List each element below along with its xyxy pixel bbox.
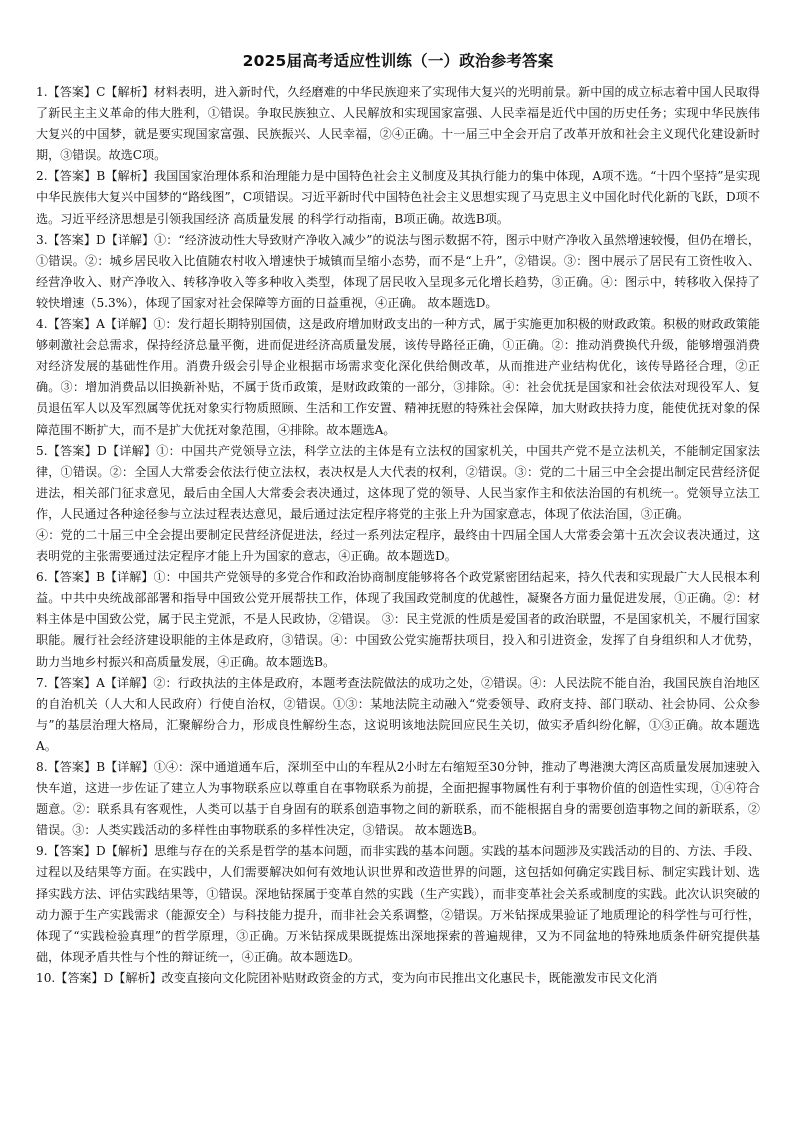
answer-paragraph: 10.【答案】D【解析】改变直接向文化院团补贴财政资金的方式，变为向市民推出文化惠民卡，既能激发市民文化消 bbox=[36, 970, 658, 985]
answer-paragraph: 8.【答案】B【详解】①④：深中通道通车后，深圳至中山的车程从2小时左右缩短至30分钟，推动了粤港澳大湾区高质量发展加速驶入快车道，这进一步佐证了建立人为事物联系应以尊重自在事物联系为前提，全面把握事物属性有利于事物价值的创造性实现，①④符合题意。②：联系具有客观性，人类可以基于自身固有的联系创造事物之间的新联系，而不能根据自身的需要创造事物之间的新联系，②错误。③：人类实践活动的多样性由事物联系的多样性决定，③错误。 故本题选B。 bbox=[36, 760, 760, 838]
answer-paragraph: 7.【答案】A【详解】②：行政执法的主体是政府，本题考查法院做法的成功之处，②错误。④：人民法院不能自治，我国民族自治地区的自治机关（人大和人民政府）行使自治权，②错误。①③：某地法院主动融入“党委领导、政府支持、部门联动、社会协同、公众参与”的基层治理大格局，汇聚解纷合力，形成良性解纷生态，这说明该地法院回应民生关切，做实矛盾纠纷化解，①③正确。故本题选A。 bbox=[36, 675, 760, 753]
answer-paragraph: 1.【答案】C【解析】材料表明，进入新时代，久经磨难的中华民族迎来了实现伟大复兴的光明前景。新中国的成立标志着中国人民取得了新民主主义革命的伟大胜利，①错误。争取民族独立、人民解放和实现国家富强、人民幸福是近代中国的历史任务；实现中华民族伟大复兴的中国梦，就是要实现国家富强、民族振兴、人民幸福，②④正确。十一届三中全会开启了改革开放和社会主义现代化建设新时期，③错误。故选C项。 bbox=[36, 85, 760, 163]
answer-item-3 bbox=[36, 230, 760, 314]
answer-item-9 bbox=[36, 841, 760, 968]
answer-paragraph: 9.【答案】D【解析】思维与存在的关系是哲学的基本问题，而非实践的基本问题。实践的基本问题涉及实践活动的目的、方法、手段、过程以及结果等方面。在实践中，人们需要解决如何有效地认识世界和改造世界的问题，这包括如何确定实践目标、制定实践计划、选择实践方法、评估实践结果等，①错误。深地钻探属于变革自然的实践（生产实践），而非变革社会关系或制度的实践。此次认识突破的动力源于生产实践需求（能源安全）与科技能力提升，而非社会关系调整，②错误。万米钻探成果验证了地质理论的科学性与可行性，体现了“实践检验真理”的哲学原理，③正确。万米钻探成果既提炼出深地探索的普遍规律，又为不同盆地的特殊地质条件研究提供基础，体现矛盾共性与个性的辩证统一，④正确。故本题选D。 bbox=[36, 844, 760, 964]
answer-item-7 bbox=[36, 673, 760, 757]
answer-paragraph: ④：党的二十届三中全会提出要制定民营经济促进法，经过一系列法定程序，最终由十四届全国人大常委会第十五次会议表决通过，这表明党的主张需要通过法定程序才能上升为国家的意志，④正确。故本题选D。 bbox=[36, 527, 760, 564]
answer-item-10 bbox=[36, 968, 760, 989]
answer-paragraph: 3.【答案】D【详解】①：“经济波动性大导致财产净收入减少”的说法与图示数据不符，图示中财产净收入虽然增速较慢，但仍在增长，①错误。②：城乡居民收入比值随农村收入增速快于城镇而呈缩小态势，而不是“上升”，②错误。③：图中展示了居民有工资性收入、经营净收入、财产净收入、转移净收入等多种收入类型，体现了居民收入呈现多元化增长趋势，③正确。④：图示中，转移收入保持了较快增速（5.3%），体现了国家对社会保障等方面的日益重视，④正确。 故本题选D。 bbox=[36, 232, 760, 310]
answer-item-1 bbox=[36, 82, 760, 166]
answer-paragraph: 4.【答案】A【详解】①：发行超长期特别国债，这是政府增加财政支出的一种方式，属于实施更加积极的财政政策。积极的财政政策能够刺激社会总需求，保持经济总量平衡，进而促进经济高质量发展，该传导路径正确，①正确。②：推动消费换代升级，能够增强消费对经济发展的基础性作用。消费升级会引导企业根据市场需求变化深化供给侧改革，从而推进产业结构优化，该传导路径合理，②正确。③：增加消费品以旧换新补贴，不属于货币政策，是财政政策的一部分，③排除。④：社会优抚是国家和社会依法对现役军人、复员退伍军人以及军烈属等优抚对象实行物质照顾、生活和工作安置、精神抚慰的特殊社会保障，加大财政扶持力度，能使优抚对象的保障范围不断扩大，而不是扩大优抚对象范围，④排除。故本题选A。 bbox=[36, 317, 760, 437]
answer-paragraph: 5.【答案】D【详解】①：中国共产党领导立法，科学立法的主体是有立法权的国家机关，中国共产党不是立法机关，不能制定国家法律，①错误。②：全国人大常委会依法行使立法权，表决权是人大代表的权利，②错误。③：党的二十届三中全会提出制定民营经济促进法，相关部门征求意见，最后由全国人大常委会表决通过，这体现了党的领导、人民当家作主和依法治国的有机统一。党领导立法工作，人民通过各种途径参与立法过程表达意见，最后通过法定程序将党的主张上升为国家意志，体现了依法治国，③正确。 bbox=[36, 443, 760, 521]
answer-item-5 bbox=[36, 441, 760, 568]
answer-paragraph: 2.【答案】B【解析】我国国家治理体系和治理能力是中国特色社会主义制度及其执行能力的集中体现，A项不选。“十四个坚持”是实现中华民族伟大复兴中国梦的“路线图”，C项错误。习近平新时代中国特色社会主义思想实现了马克思主义中国化时代化新的飞跃，D项不选。习近平经济思想是引领我国经济 高质量发展 的科学行动指南，B项正确。故选B项。 bbox=[36, 169, 760, 226]
answer-item-8 bbox=[36, 757, 760, 841]
answer-list bbox=[36, 82, 760, 989]
answer-item-2 bbox=[36, 166, 760, 229]
answer-item-4 bbox=[36, 314, 760, 441]
answer-item-6 bbox=[36, 567, 760, 672]
page-title: 2025届高考适应性训练（一）政治参考答案 bbox=[242, 52, 554, 70]
answer-paragraph: 6.【答案】B【详解】①：中国共产党领导的多党合作和政治协商制度能够将各个政党紧密团结起来，持久代表和实现最广大人民根本利益。中共中央统战部部署和指导中国致公党开展帮扶工作，体现了我国政党制度的优越性，凝聚各方面力量促进发展，①正确。②：材料主体是中国致公党，属于民主党派，不是人民政协，②错误。 ③：民主党派的性质是爱国者的政治联盟，不是国家机关，不履行国家职能。履行社会经济建设职能的主体是政府，③错误。④：中国致公党实施帮扶项目，投入和引进资金，发挥了自身组织和人才优势，助力当地乡村振兴和高质量发展，④正确。故本题选B。 bbox=[36, 570, 760, 669]
